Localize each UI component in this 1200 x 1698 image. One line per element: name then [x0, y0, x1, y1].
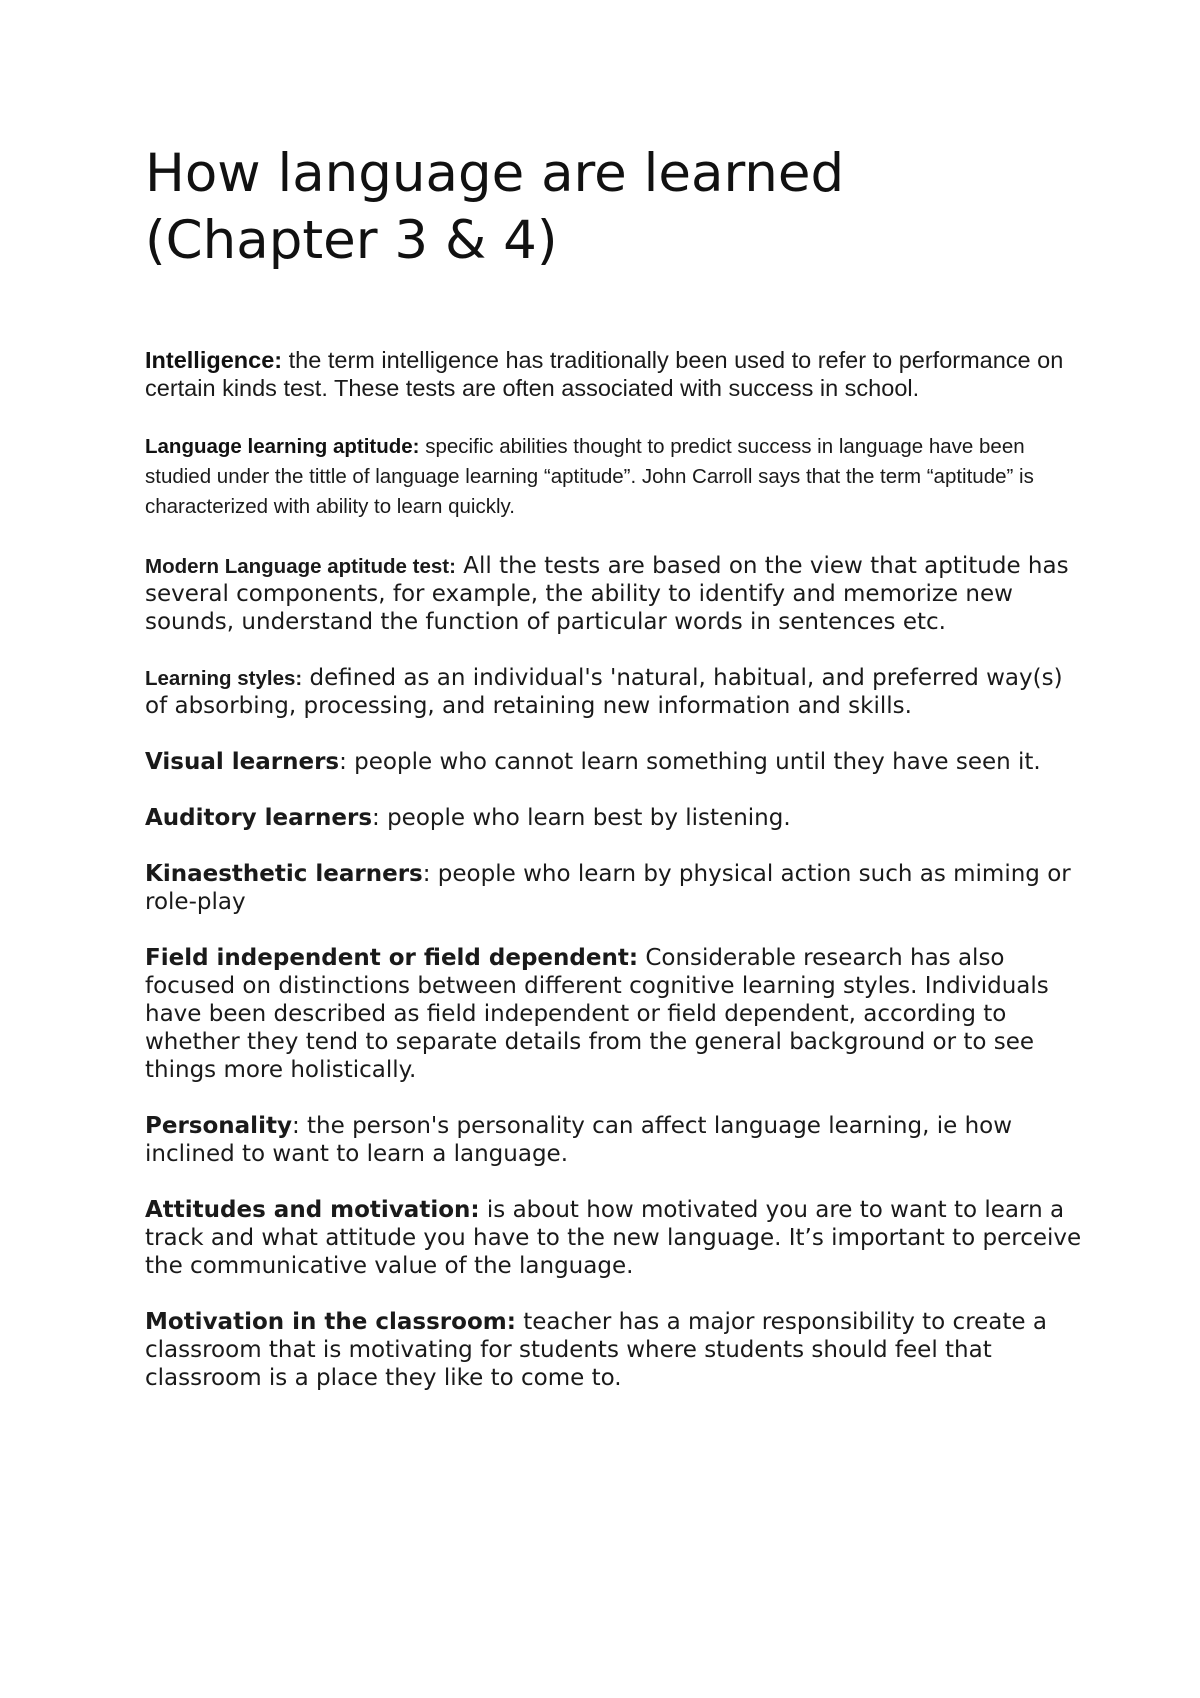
term-definition: : people who cannot learn something until they have seen it.	[339, 749, 1041, 775]
term-definition: : people who learn best by listening.	[372, 805, 791, 831]
term-label: Kinaesthetic learners	[145, 861, 423, 887]
term-label: Attitudes and motivation:	[145, 1197, 480, 1223]
term-label: Motivation in the classroom:	[145, 1309, 516, 1335]
term-label: Visual learners	[145, 749, 340, 775]
term-definition: : the person's personality can affect language learning, ie how inclined to want to learn a language.	[145, 1113, 1013, 1167]
paragraph-kinaesthetic-learners	[145, 860, 1085, 916]
document-title	[145, 140, 1085, 274]
title-line-2: (Chapter 3 & 4)	[145, 210, 558, 271]
term-label: Personality	[145, 1113, 292, 1139]
title-line-1: How language are learned	[145, 143, 845, 204]
term-label: Modern Language aptitude test:	[145, 555, 456, 578]
term-definition: specific abilities thought to predict success in language have been studied under the tittle of language learning “aptitude”. John Carroll says that the term “aptitude” is characterized with ability to learn quickly.	[145, 435, 1034, 518]
term-label: Intelligence:	[145, 347, 283, 373]
paragraph-motivation-in-classroom	[145, 1308, 1085, 1392]
paragraph-visual-learners	[145, 748, 1085, 776]
paragraph-language-learning-aptitude	[145, 432, 1085, 522]
term-definition: is about how motivated you are to want to learn a track and what attitude you have to the new language. It’s important to perceive the communicative value of the language.	[145, 1197, 1082, 1279]
paragraph-modern-language-aptitude-test	[145, 552, 1085, 636]
paragraph-field-independence	[145, 944, 1085, 1084]
document-page	[145, 140, 1085, 1392]
paragraph-attitudes-and-motivation	[145, 1196, 1085, 1280]
paragraph-intelligence	[145, 346, 1085, 402]
term-definition: teacher has a major responsibility to create a classroom that is motivating for students where students should feel that classroom is a place they like to come to.	[145, 1309, 1047, 1391]
term-definition: the term intelligence has traditionally been used to refer to performance on certain kinds test. These tests are often associated with success in school.	[145, 347, 1064, 401]
term-definition: defined as an individual's 'natural, habitual, and preferred way(s) of absorbing, processing, and retaining new information and skills.	[145, 665, 1063, 719]
term-label: Auditory learners	[145, 805, 373, 831]
paragraph-learning-styles	[145, 664, 1085, 720]
term-label: Learning styles:	[145, 667, 303, 690]
term-label: Language learning aptitude:	[145, 435, 420, 458]
term-label: Field independent or field dependent:	[145, 945, 639, 971]
term-definition: : people who learn by physical action such as miming or role-play	[145, 861, 1071, 915]
paragraph-auditory-learners	[145, 804, 1085, 832]
paragraph-personality	[145, 1112, 1085, 1168]
term-definition: Considerable research has also focused on distinctions between different cognitive learning styles. Individuals have been described as field independent or field dependent, according to whether they tend to separate details from the general background or to see things more holistically.	[145, 945, 1049, 1083]
term-definition: All the tests are based on the view that aptitude has several components, for example, the ability to identify and memorize new sounds, understand the function of particular words in sentences etc.	[145, 553, 1069, 635]
